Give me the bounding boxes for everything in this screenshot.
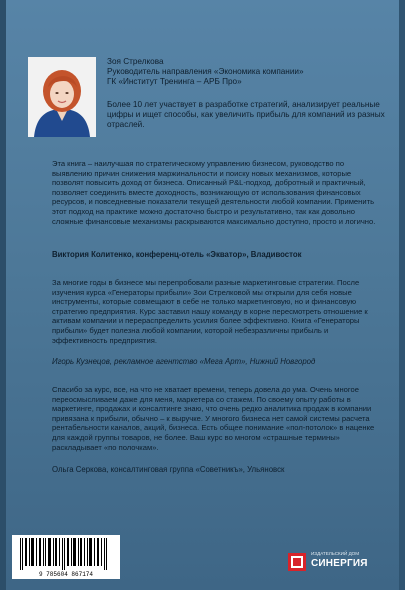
- review-text-2: За многие годы в бизнесе мы перепробовали разные маркетинговые стратегии. После изучения курса «Генераторы прибыли» Зои Стрелковой мы открыли для себя новые инструменты, которые совмещают в себе не только маркетинговую, но и финансовую стратегию предприятия. Курс заставил нашу команду в корне пересмотреть отношение к активам компании и перераспределить усилия более эффективно. Книга «Генераторы прибыли» будет полезна любой компании, которой небезразличны прибыль и эффективность предприятия.: [52, 278, 368, 345]
- isbn-number: 9 785604 867174: [38, 571, 93, 578]
- review-signature-2: Игорь Кузнецов, рекламное агентство «Мега Арт», Нижний Новгород: [52, 357, 316, 366]
- review-signature-3: Ольга Серкова, консалтинговая группа «Советникъ», Ульяновск: [52, 465, 285, 474]
- portrait-image: [28, 57, 96, 137]
- author-company: ГК «Институт Тренинга – АРБ Про»: [107, 77, 242, 86]
- publisher-name: СИНЕРГИЯ: [311, 558, 368, 569]
- author-bio: Более 10 лет участвует в разработке стратегий, анализирует реальные цифры и ищет способы, как увеличить прибыль для компаний из разных отраслей.: [107, 100, 385, 130]
- publisher-logo: [287, 551, 367, 573]
- author-info: [107, 57, 377, 87]
- publisher-label: ИЗДАТЕЛЬСКИЙ ДОМ: [311, 551, 360, 556]
- publisher-emblem-icon: [287, 552, 307, 572]
- isbn-barcode: [12, 535, 120, 579]
- author-role: Руководитель направления «Экономика компании»: [107, 67, 304, 76]
- cover-right-edge: [399, 0, 405, 590]
- review-text-1: Эта книга – наилучшая по стратегическому управлению бизнесом, руководство по выявлению причин снижения маржинальности и поиску новых механизмов, которые позволят повысить доход от бизнеса. Описанный P&L-подход, добротный и практичный, позволяет соединить вместе доходность, возникающую от использования финансовых ресурсов, и повседневные показатели текущей деятельности любой компании. Применить этот подход на практике можно достаточно быстро и результативно, так как довольно сложные финансовые механизмы раскрываются максимально доступно, просто и логично.: [52, 159, 376, 226]
- barcode-bars: [12, 535, 120, 571]
- review-text-3: Спасибо за курс, все, на что не хватает времени, теперь довела до ума. Очень многое переосмысливаем даже для меня, маркетера со стажем. По своему опыту работы в маркетинге, продажах и консалтинге знаю, что очень редко аналитика продаж в компании привязана к прибыли, обычно – к выручке. У многого бизнеса нет самой системы расчета рентабельности каналов, акций, бизнеса. Есть общее понимание «пол-потолок» в наценке для каждой группы товаров, не более. Ваш курс во многом «страшные термины» раскладывает «по полочкам».: [52, 385, 375, 452]
- author-photo: [28, 57, 96, 137]
- review-signature-1: Виктория Колитенко, конференц-отель «Экватор», Владивосток: [52, 250, 302, 259]
- author-name: Зоя Стрелкова: [107, 57, 164, 66]
